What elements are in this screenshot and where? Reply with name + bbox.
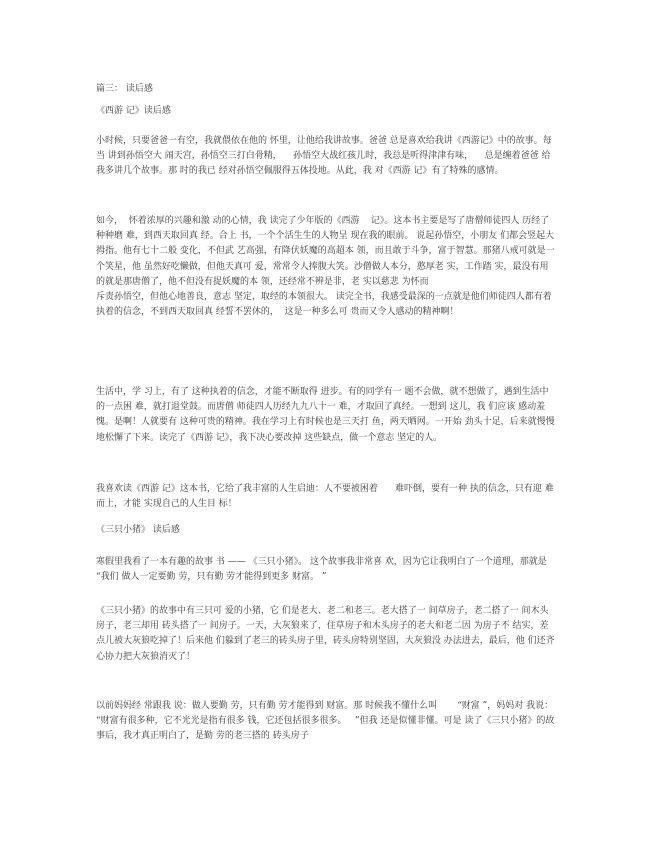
paragraph: 寒假里我看了一本有趣的故事 书 —— 《三只小猪》。 这个故事我非常喜 欢，因为它让我明白了一个道理，那就是 “我们 做人一定要勤 劳，只有勤 劳才能得到更多 财富。 ” [96,557,550,583]
section-title: 篇三： 读后感 [96,84,153,94]
paragraph: 我喜欢读《西游 记》这本书，它给了我丰富的人生启迪：人不要被困着 难吓倒，要有一种 执的信念，只有迎 难而上，才能 实现自己的人生目 标！ [96,484,554,510]
paragraph: 生活中，学 习上，有了 这种执着的信念，才能不断取得 进步。有的同学有一 题不会做，就不想做了，遇到生活中的一点困 难，就打退堂鼓。而唐僧 师徒四人历经九九八十一 难，才取回了真经。一想到 这儿，我 们应该 感动羞愧。是啊！人就要有 这种可贵的精神。我在学习上有时候也是三天打 鱼，两天晒网。一开始 劲头十足，后来就慢慢地松懈了下来。读完了《西游 记》，我下决心要改掉 这些缺点，做一个意志 坚定的人。 [96,387,555,443]
paragraph: 以前妈妈经 常跟我 说：做人要勤 劳，只有勤 劳才能得到 财富。那 时候我不懂什么叫 “财富 ”，妈妈对 我说： “财富有很多种，它不光光是指有很多 钱，它还包括很多很多。 ”但我 还是似懂非懂。可是 读了《三只小猪》的故事后，我才真正明白了，是勤 劳的老三搭的 砖头房子 [96,701,559,742]
paragraph: 如今， 怀着浓厚的兴趣和激 动的心情，我 读完了少年版的《西游 记》。这本书主要是写了唐僧师徒四人 历经了种种磨 难，到西天取回真 经。合上 书，一个个活生生的人物呈 现在我的眼前。 说起孙悟空，小朋友 们都会竖起大拇指。他有七十二般 变化，不但武 艺高强，有降伏妖魔的高超本 领，而且敢于斗争，富于智慧。那猪八戒可就是一个笑星，他 虽然好吃懒做，但他天真可 爱，常常令人捧腹大笑。沙僧做人本分，憨厚老 实，工作踏 实，最没有用的就是那唐僧了，他不但没有捉妖魔的本 领，还经常不辨是非，老 实以慈悲 为怀而 斥责孙悟空，但他心地善良，意志 坚定，取经的本领很大。 读完全书，我感受最深的一点就是他们师徒四人都有着 执着的信念，不到西天取回真 经誓不罢休的， 这是一种多么可 贵而又令人感动的精神啊！ [96,216,555,318]
essay-heading-journey-west: 《西游 记》读后感 [96,106,171,116]
paragraph: 小时候，只要爸爸一有空，我就偎依在他的 怀里，让他给我讲故事。爸爸 总是喜欢给我讲《西游记》中的故事。每当 讲到孙悟空大 闹天宫，孙悟空三打白骨精， 孙悟空大战红孩儿时，我总是听得津津有味， 总是缠着爸爸 给我多讲几个故事。那 时的我已 经对孙悟空佩服得五体投地。从此，我 对《西游 记》有了特殊的感情。 [96,136,552,177]
paragraph: 《三只小猪》的故事中有三只可 爱的小猪，它 们是老大、老二和老三。老大搭了一 间草房子，老二搭了一 间木头房子，老三却用 砖头搭了一 间房子。一天，大灰狼来了，住草房子和木头房子的老大和老二因 为房子不 结实，差点儿被大灰狼吃掉了！后来他 们躲到了老三的砖头房子里，砖头房特别坚固，大灰狼没 办法进去，最后，他 们还齐 心协力把大灰狼消灭了！ [96,606,558,662]
essay-heading-three-pigs: 《三只小猪》 读后感 [96,525,180,535]
